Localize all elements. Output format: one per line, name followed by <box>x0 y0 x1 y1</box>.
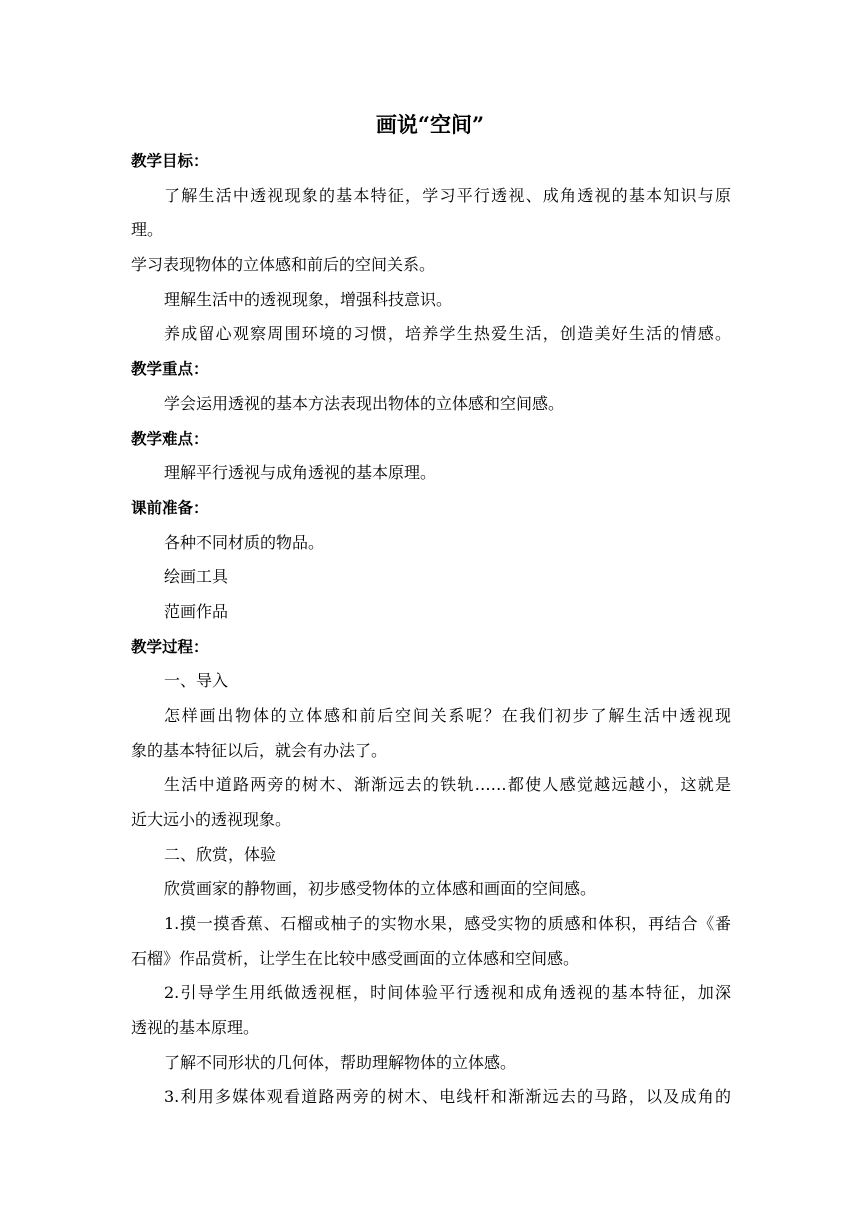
process-paragraph-4-line-2: 石榴》作品赏析，让学生在比较中感受画面的立体感和空间感。 <box>131 949 580 968</box>
heading-preparation: 课前准备： <box>131 499 209 517</box>
process-paragraph-6: 了解不同形状的几何体，帮助理解物体的立体感。 <box>164 1053 517 1072</box>
process-section-2: 二、欣赏，体验 <box>164 845 277 864</box>
process-paragraph-5-line-1: 2.引导学生用纸做透视框，时间体验平行透视和成角透视的基本特征，加深 <box>164 983 731 1002</box>
objectives-paragraph-4: 养成留心观察周围环境的习惯，培养学生热爱生活，创造美好生活的情感。 <box>164 324 731 343</box>
heading-objectives: 教学目标： <box>131 152 209 170</box>
process-section-1: 一、导入 <box>164 671 229 690</box>
preparation-item: 范画作品 <box>164 602 229 621</box>
process-paragraph-1-line-2: 象的基本特征以后，就会有办法了。 <box>131 741 388 760</box>
heading-difficulties: 教学难点： <box>131 430 209 448</box>
process-paragraph-2-line-2: 近大远小的透视现象。 <box>131 810 292 829</box>
preparation-item: 各种不同材质的物品。 <box>164 533 325 552</box>
process-paragraph-2-line-1: 生活中道路两旁的树木、渐渐远去的铁轨……都使人感觉越远越小，这就是 <box>164 775 731 794</box>
key-points-paragraph: 学会运用透视的基本方法表现出物体的立体感和空间感。 <box>164 394 565 413</box>
heading-process: 教学过程： <box>131 638 209 656</box>
process-paragraph-7-line-1: 3.利用多媒体观看道路两旁的树木、电线杆和渐渐远去的马路，以及成角的 <box>164 1087 731 1106</box>
preparation-item: 绘画工具 <box>164 567 229 586</box>
difficulties-paragraph: 理解平行透视与成角透视的基本原理。 <box>164 463 437 482</box>
objectives-paragraph-1-line-1: 了解生活中透视现象的基本特征，学习平行透视、成角透视的基本知识与原 <box>164 186 731 205</box>
objectives-paragraph-1-line-2: 理。 <box>131 220 164 239</box>
heading-key-points: 教学重点： <box>131 360 209 378</box>
process-paragraph-1-line-1: 怎样画出物体的立体感和前后空间关系呢？在我们初步了解生活中透视现 <box>164 706 731 725</box>
document-title: 画说“空间” <box>375 112 485 137</box>
objectives-paragraph-3: 理解生活中的透视现象，增强科技意识。 <box>164 290 453 309</box>
process-paragraph-3: 欣赏画家的静物画，初步感受物体的立体感和画面的空间感。 <box>164 879 597 898</box>
process-paragraph-4-line-1: 1.摸一摸香蕉、石榴或柚子的实物水果，感受实物的质感和体积，再结合《番 <box>164 914 731 933</box>
process-paragraph-5-line-2: 透视的基本原理。 <box>131 1018 260 1037</box>
objectives-paragraph-2: 学习表现物体的立体感和前后的空间关系。 <box>131 255 436 274</box>
